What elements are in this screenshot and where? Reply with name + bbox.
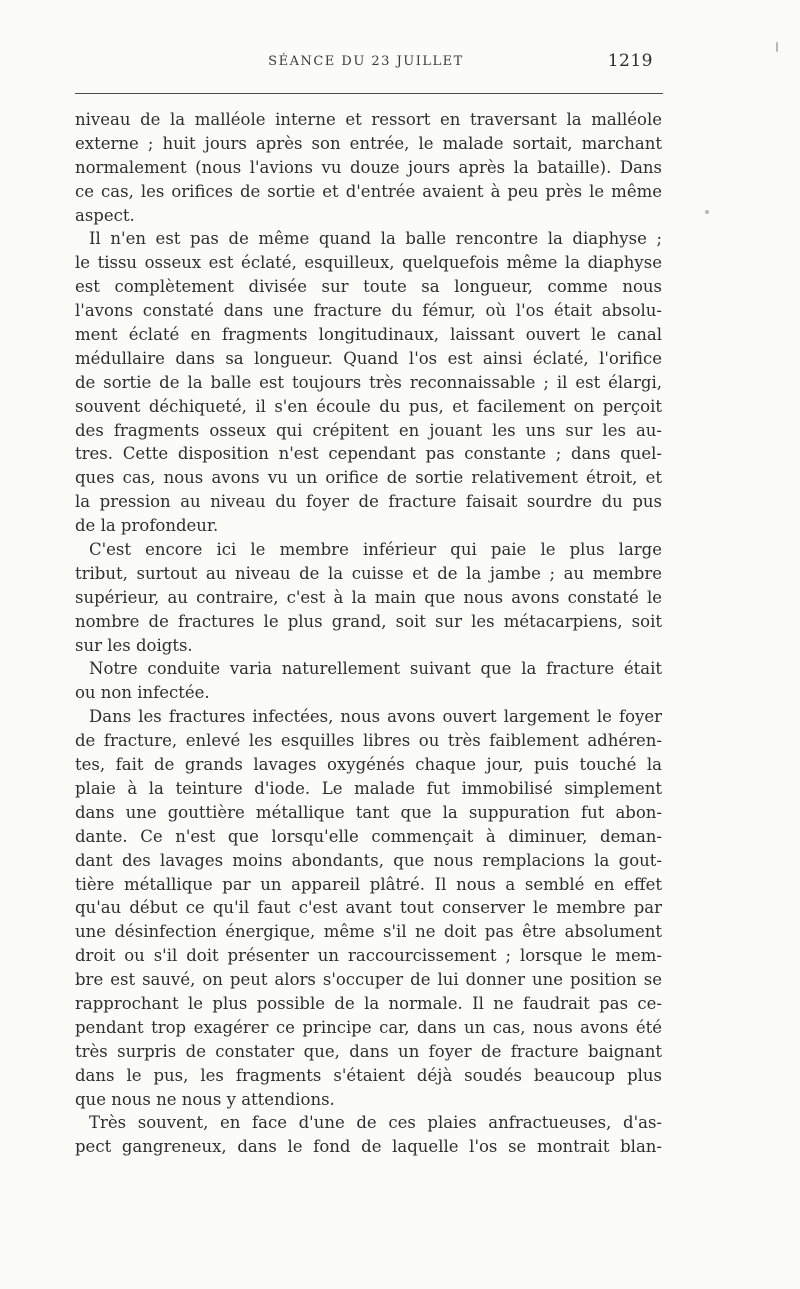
text-line: ques cas, nous avons vu un orifice de sortie relativement étroit, et: [75, 468, 662, 488]
text-line: des fragments osseux qui crépitent en jouant les uns sur les au-: [75, 420, 662, 440]
text-line: tes, fait de grands lavages oxygénés chaque jour, puis touché la: [75, 755, 662, 775]
text-line: ce cas, les orifices de sortie et d'entrée avaient à peu près le même: [75, 181, 662, 201]
text-line: droit ou s'il doit présenter un raccourcissement ; lorsque le mem-: [75, 946, 662, 966]
text-line: très surpris de constater que, dans un foyer de fracture baignant: [75, 1041, 662, 1061]
page-header: [75, 52, 657, 78]
text-line: l'avons constaté dans une fracture du fémur, où l'os était absolu-: [75, 301, 662, 321]
text-line: Notre conduite varia naturellement suivant que la fracture était: [89, 659, 662, 679]
text-line: rapprochant le plus possible de la normale. Il ne faudrait pas ce-: [75, 993, 662, 1013]
text-line: est complètement divisée sur toute sa longueur, comme nous: [75, 277, 662, 297]
text-line: tribut, surtout au niveau de la cuisse et de la jambe ; au membre: [75, 563, 662, 583]
text-line: dans une gouttière métallique tant que la suppuration fut abon-: [75, 802, 662, 822]
text-line: dante. Ce n'est que lorsqu'elle commençait à diminuer, deman-: [75, 826, 662, 846]
text-line: pendant trop exagérer ce principe car, dans un cas, nous avons été: [75, 1017, 662, 1037]
text-line: ment éclaté en fragments longitudinaux, laissant ouvert le canal: [75, 325, 662, 345]
text-line: niveau de la malléole interne et ressort en traversant la malléole: [75, 110, 662, 129]
page-number: 1219: [607, 51, 653, 71]
text-line: ou non infectée.: [75, 683, 210, 703]
text-line: tres. Cette disposition n'est cependant pas constante ; dans quel-: [75, 444, 662, 464]
text-line: supérieur, au contraire, c'est à la main que nous avons constaté le: [75, 587, 662, 607]
text-line: médullaire dans sa longueur. Quand l'os est ainsi éclaté, l'orifice: [75, 348, 662, 368]
text-line: souvent déchiqueté, il s'en écoule du pus, et facilement on perçoit: [75, 396, 662, 416]
paper-speck: [705, 210, 709, 214]
text-line: la pression au niveau du foyer de fracture faisait sourdre du pus: [75, 492, 662, 512]
text-line: sur les doigts.: [75, 635, 193, 655]
paper-speck: [776, 42, 778, 52]
text-line: de fracture, enlevé les esquilles libres ou très faiblement adhéren-: [75, 731, 662, 751]
text-line: bre est sauvé, on peut alors s'occuper de lui donner une position se: [75, 970, 662, 990]
text-line: de sortie de la balle est toujours très reconnaissable ; il est élargi,: [75, 372, 662, 392]
text-line: nombre de fractures le plus grand, soit sur les métacarpiens, soit: [75, 611, 662, 631]
text-line: Dans les fractures infectées, nous avons ouvert largement le foyer: [89, 707, 662, 727]
text-line: plaie à la teinture d'iode. Le malade fut immobilisé simplement: [75, 778, 662, 798]
text-line: C'est encore ici le membre inférieur qui paie le plus large: [89, 540, 662, 560]
text-line: externe ; huit jours après son entrée, le malade sortait, marchant: [75, 133, 662, 153]
text-line: qu'au début ce qu'il faut c'est avant tout conserver le membre par: [75, 898, 662, 918]
text-line: que nous ne nous y attendions.: [75, 1089, 335, 1109]
text-line: normalement (nous l'avions vu douze jours après la bataille). Dans: [75, 157, 662, 177]
text-line: Très souvent, en face d'une de ces plaies anfractueuses, d'as-: [89, 1113, 662, 1133]
text-line: tière métallique par un appareil plâtré. Il nous a semblé en effet: [75, 874, 662, 894]
text-line: dans le pus, les fragments s'étaient déjà soudés beaucoup plus: [75, 1065, 662, 1085]
text-line: une désinfection énergique, même s'il ne doit pas être absolument: [75, 922, 662, 942]
header-rule: [75, 93, 663, 94]
text-line: le tissu osseux est éclaté, esquilleux, quelquefois même la diaphyse: [75, 253, 662, 273]
text-line: aspect.: [75, 205, 135, 225]
text-line: pect gangreneux, dans le fond de laquelle l'os se montrait blan-: [75, 1137, 662, 1157]
body-text: [75, 108, 662, 1159]
text-line: Il n'en est pas de même quand la balle rencontre la diaphyse ;: [89, 229, 662, 249]
running-head: SÉANCE DU 23 JUILLET: [268, 54, 464, 69]
text-line: de la profondeur.: [75, 516, 219, 536]
text-line: dant des lavages moins abondants, que nous remplacions la gout-: [75, 850, 662, 870]
